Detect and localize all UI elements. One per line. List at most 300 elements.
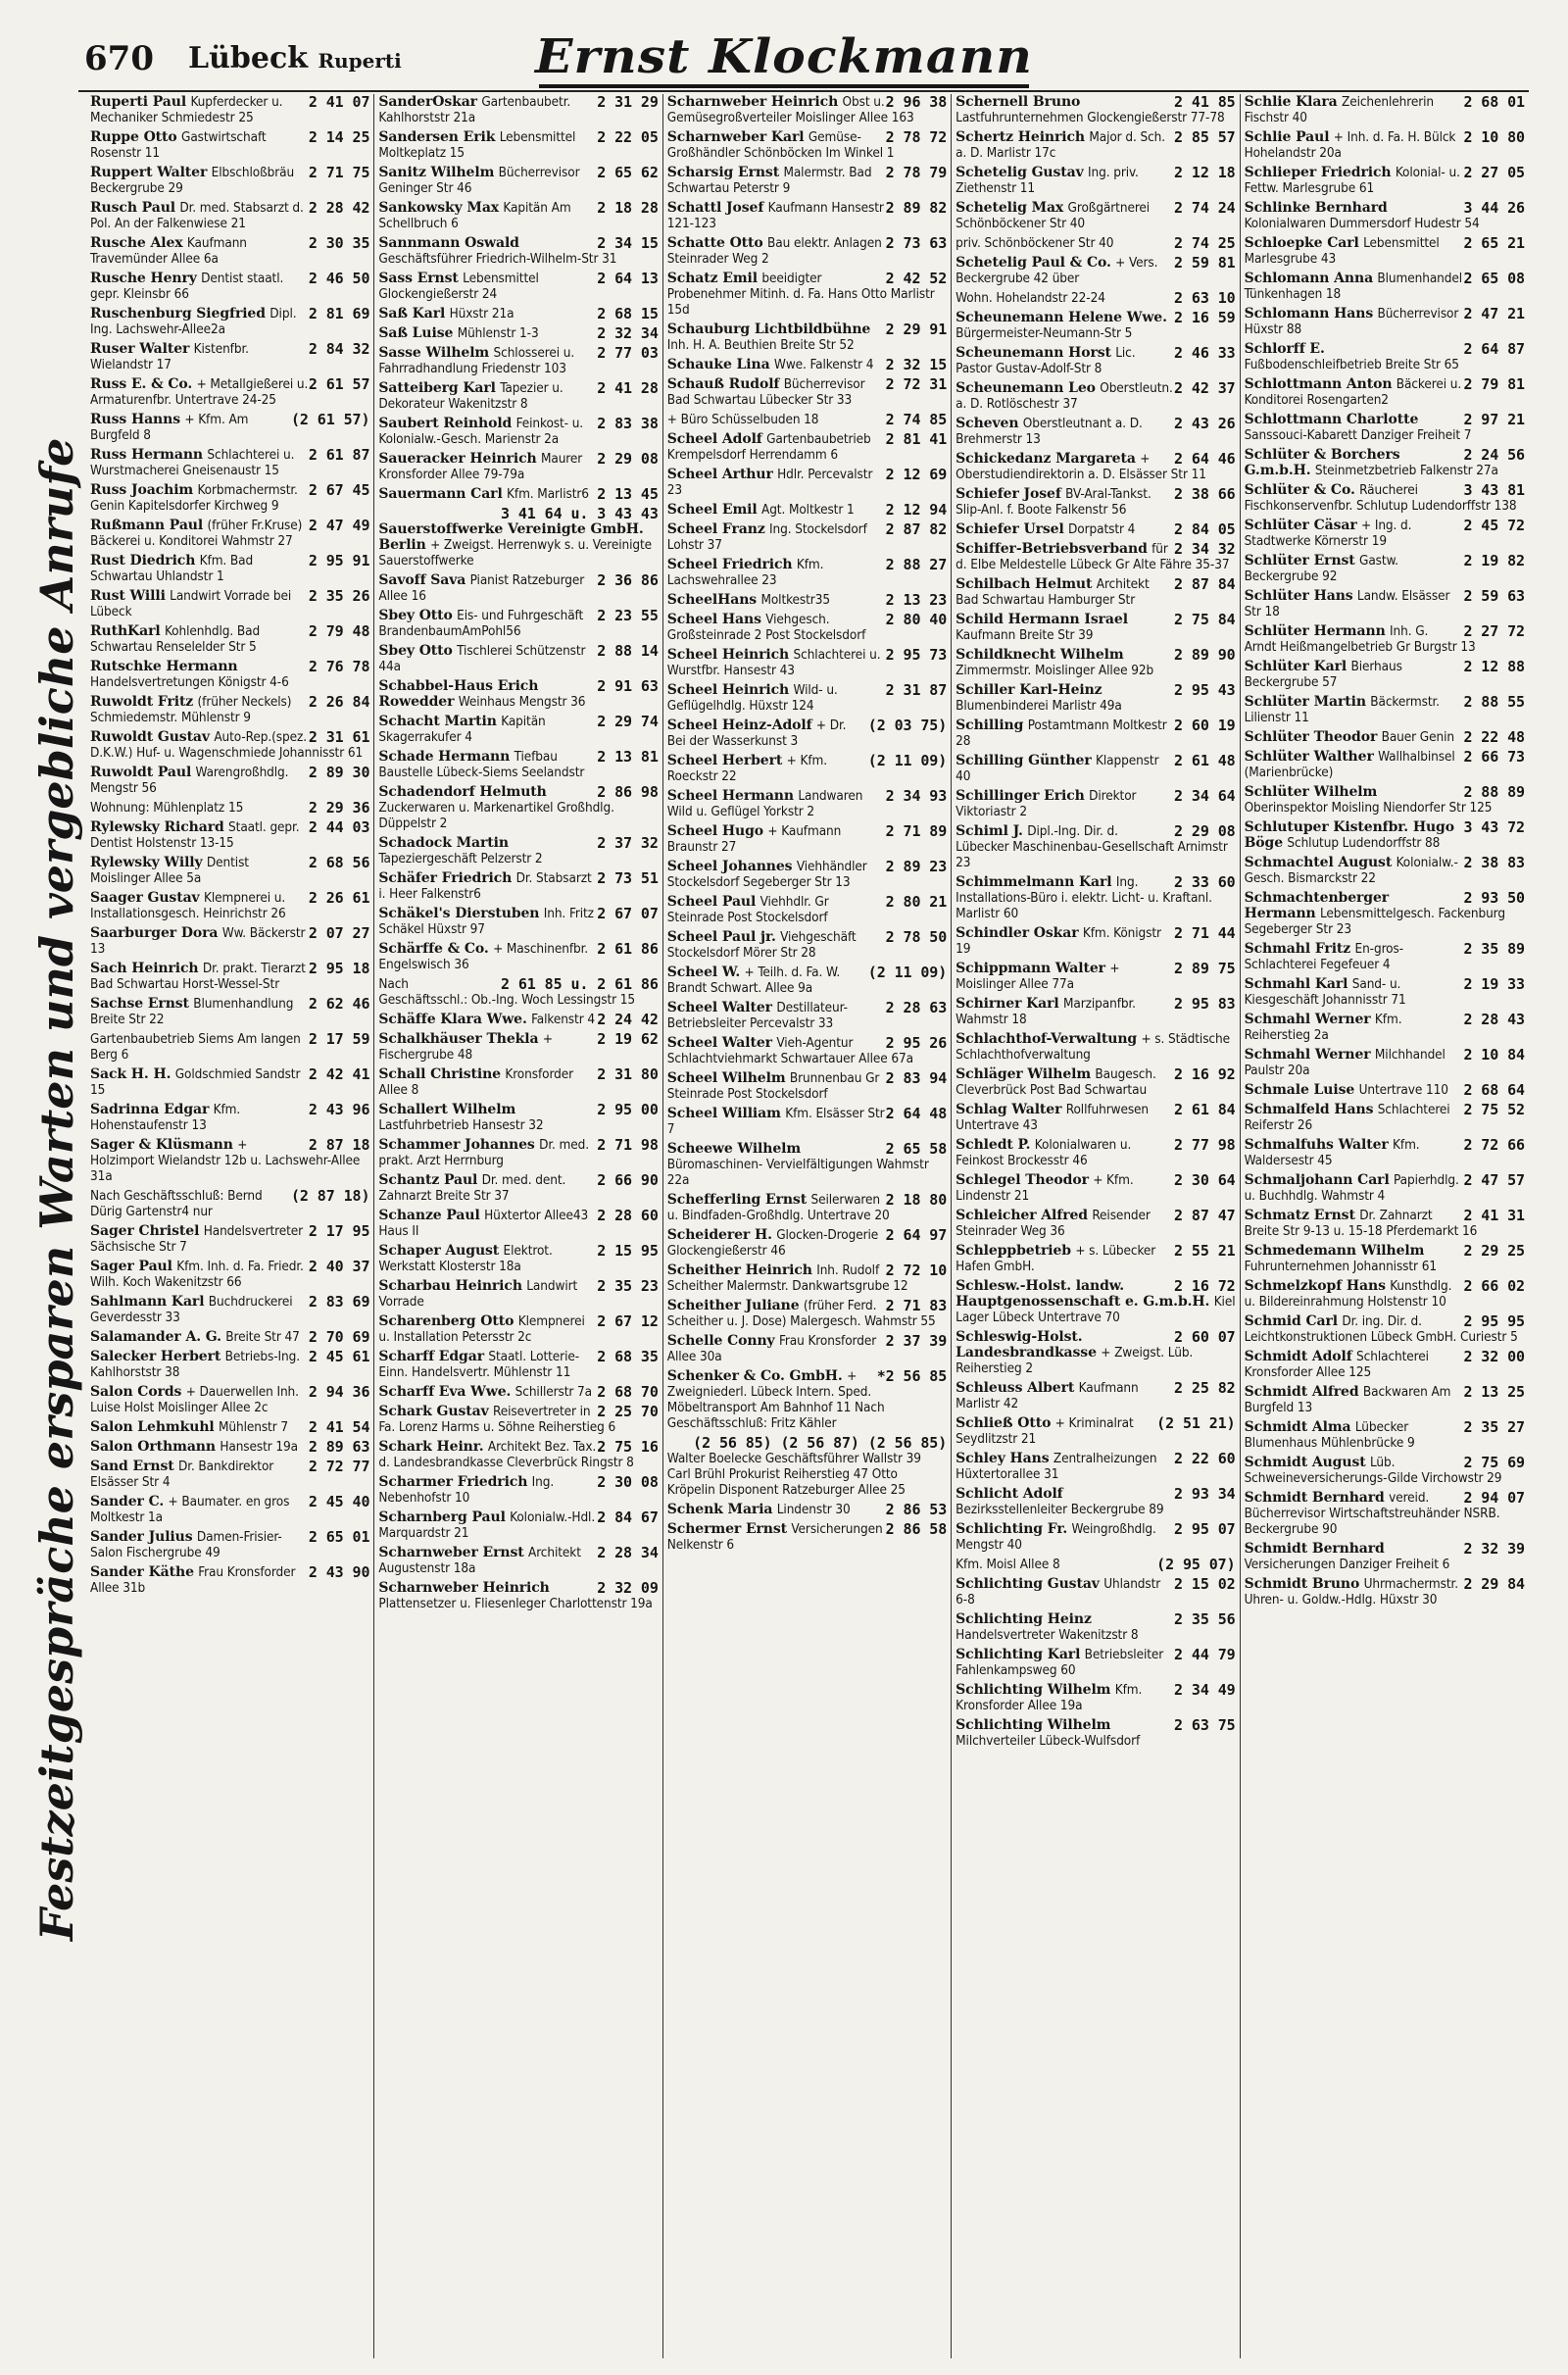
- phone-number: 2 87 84: [1174, 575, 1236, 593]
- phone-number: 3 43 72: [1463, 818, 1525, 836]
- entry-name: Schläger Wilhelm: [956, 1066, 1092, 1082]
- entry-name: Schindler Oskar: [956, 925, 1079, 941]
- entry-name: Schadock Martin: [378, 835, 509, 851]
- entry-name: Schenker & Co. GmbH.: [666, 1368, 843, 1384]
- directory-entry: [90, 200, 369, 231]
- entry-name: Saß Luise: [378, 325, 454, 341]
- directory-entry: [378, 976, 658, 1008]
- entry-name: Schäkel's Dierstuben: [378, 906, 540, 921]
- directory-entry: [667, 1192, 947, 1223]
- entry-name: Ruser Walter: [90, 341, 190, 357]
- directory-entry: [956, 1647, 1235, 1678]
- entry-description: Kistenfbr. Wielandstr 17: [90, 341, 249, 372]
- entry-name: Salon Cords: [90, 1384, 182, 1400]
- entry-description: Kaufmann Breite Str 39: [956, 627, 1094, 643]
- directory-entry: [1245, 890, 1525, 937]
- entry-name: Scheel Heinrich: [666, 647, 790, 663]
- entry-description: Vieh-Agentur Schlachtviehmarkt Schwartauer Allee 67a: [666, 1035, 914, 1066]
- entry-name: Sager & Klüsmann: [90, 1137, 233, 1153]
- entry-description: Kiel Lager Lübeck Untertrave 70: [956, 1294, 1236, 1325]
- entry-description: Schlachterei u. Wurstmacherei Gneisenaustr 15: [90, 447, 295, 478]
- phone-number: 2 87 18: [308, 1136, 370, 1154]
- directory-entry: [378, 714, 658, 745]
- directory-entry: [1245, 623, 1525, 655]
- directory-entry: [1245, 1455, 1525, 1486]
- directory-entry: [667, 965, 947, 996]
- phone-number: 2 19 82: [1463, 552, 1525, 569]
- directory-entry: [378, 1580, 658, 1611]
- entry-description: Lebensmittel Glockengießerstr 24: [378, 271, 539, 302]
- entry-description: Mühlenstr 1-3: [457, 325, 539, 341]
- directory-entry: [90, 1259, 369, 1290]
- entry-name: Rusche Alex: [90, 235, 183, 251]
- entry-description: Betriebs-Ing. Kahlhorststr 38: [90, 1349, 300, 1380]
- entry-name: Schmelzkopf Hans: [1244, 1278, 1386, 1294]
- phone-number: 2 68 35: [597, 1348, 659, 1365]
- directory-entry: [90, 1294, 369, 1325]
- entry-description: Kfm. Reiherstieg 2a: [1244, 1012, 1402, 1043]
- phone-number: 2 77 03: [597, 344, 659, 362]
- entry-description: Architekt Bez. Tax. d. Landesbrandkasse Cleverbrück Ringstr 8: [378, 1439, 634, 1470]
- phone-number: 2 64 48: [885, 1105, 948, 1122]
- entry-name: Sandersen Erik: [378, 129, 496, 145]
- directory-entry: [667, 894, 947, 925]
- entry-name: Schauke Lina: [666, 357, 770, 372]
- directory-entry: [378, 306, 658, 322]
- phone-number: 2 95 91: [308, 552, 370, 569]
- entry-description: Handelsvertreter Wakenitzstr 8: [956, 1627, 1139, 1643]
- directory-column: [663, 94, 952, 2358]
- entry-name: Schild Hermann Israel: [956, 612, 1128, 627]
- range-label: Ruperti: [318, 49, 402, 73]
- entry-name: Sanitz Wilhelm: [378, 165, 495, 180]
- phone-number: 2 17 59: [308, 1030, 370, 1048]
- entry-description: Viehgeschäft Stockelsdorf Mörer Str 28: [666, 929, 857, 961]
- entry-description: Major d. Sch. a. D. Marlistr 17c: [956, 129, 1166, 161]
- directory-entry: [1245, 588, 1525, 619]
- entry-name: Schmahl Fritz: [1244, 941, 1351, 957]
- entry-description: Dr. Stabsarzt i. Heer Falkenstr6: [378, 870, 592, 902]
- phone-number: 2 59 81: [1174, 254, 1236, 272]
- phone-number: 2 67 45: [308, 481, 370, 499]
- phone-number: 2 07 27: [308, 924, 370, 942]
- entry-description: Lüb. Schweineversicherungs-Gilde Virchowstr 29: [1244, 1455, 1502, 1486]
- directory-entry: [378, 1066, 658, 1098]
- directory-entry: [90, 447, 369, 478]
- phone-number: 2 26 61: [308, 889, 370, 907]
- entry-description: Baugesch. Cleverbrück Post Bad Schwartau: [956, 1066, 1156, 1098]
- phone-number: 2 71 83: [885, 1297, 948, 1314]
- entry-name: Schlüter Theodor: [1244, 729, 1378, 745]
- directory-entry: [90, 1137, 369, 1184]
- phone-number: 2 71 98: [597, 1136, 659, 1154]
- directory-entry: [667, 502, 947, 518]
- entry-name: Schmachtel August: [1244, 855, 1393, 870]
- phone-number: 2 60 19: [1174, 717, 1236, 734]
- entry-description: Tapezier u. Dekorateur Wakenitzstr 8: [378, 380, 564, 412]
- entry-description: Wallhalbinsel (Marienbrücke): [1244, 749, 1455, 780]
- phone-number: 2 46 50: [308, 270, 370, 287]
- directory-entry: [90, 165, 369, 196]
- entry-description: Dorpatstr 4: [1068, 521, 1136, 537]
- phone-number: 2 22 60: [1174, 1450, 1236, 1467]
- entry-name: Scharnweber Ernst: [378, 1545, 524, 1560]
- phone-number: 2 79 81: [1463, 375, 1525, 393]
- phone-number: 2 44 79: [1174, 1646, 1236, 1663]
- entry-name: Ruperti Paul: [90, 94, 187, 110]
- entry-description: + Maschinenfbr. Engelswisch 36: [378, 941, 589, 972]
- entry-description: Inh. H. A. Beuthien Breite Str 52: [666, 337, 855, 353]
- directory-entry: [1245, 1349, 1525, 1380]
- entry-description: Auto-Rep.(spez. D.K.W.) Huf- u. Wagenschmiede Johannisstr 61: [90, 729, 364, 761]
- directory-entry: [1245, 1047, 1525, 1078]
- directory-entry: [667, 412, 947, 427]
- phone-number: 2 43 96: [308, 1101, 370, 1118]
- directory-entry: [378, 451, 658, 482]
- entry-name: Schilling Günther: [956, 753, 1092, 768]
- phone-number: 2 89 82: [885, 199, 948, 217]
- directory-entry: [956, 521, 1235, 537]
- entry-name: Scheel Friedrich: [666, 557, 793, 572]
- directory-entry: [956, 1380, 1235, 1411]
- phone-number: 2 93 50: [1463, 889, 1525, 907]
- directory-entry: [667, 431, 947, 463]
- phone-number: 2 41 85: [1174, 94, 1236, 111]
- entry-description: + Zweigniederl. Lübeck Intern. Sped. Möbeltransport Am Bahnhof 11 Nach Geschäftsschluß: Fritz Kähler: [666, 1368, 885, 1431]
- directory-entry: [90, 1031, 369, 1063]
- phone-number: 2 63 10: [1174, 289, 1236, 307]
- entry-name: Schauß Rudolf: [666, 376, 780, 392]
- phone-number: 2 89 30: [308, 764, 370, 781]
- directory-entry: [1245, 482, 1525, 514]
- phone-number: 2 22 05: [597, 128, 659, 146]
- entry-description: Architekt Augustenstr 18a: [378, 1545, 581, 1576]
- entry-name: Schmalfuhs Walter: [1244, 1137, 1389, 1153]
- directory-entry: [378, 345, 658, 376]
- phone-number: 2 35 23: [597, 1277, 659, 1295]
- entry-description: Ing. Stockelsdorf Lohstr 37: [666, 521, 867, 553]
- entry-description: Inh. Fritz Schäkel Hüxstr 97: [378, 906, 594, 937]
- entry-name: Schley Hans: [956, 1451, 1050, 1466]
- entry-name: Schanze Paul: [378, 1208, 480, 1223]
- directory-entry: [956, 1576, 1235, 1608]
- entry-name: Schäfer Friedrich: [378, 870, 513, 886]
- phone-number: 2 46 33: [1174, 344, 1236, 362]
- entry-description: Agt. Moltkestr 1: [760, 502, 855, 518]
- entry-description: Tischlerei Schützenstr 44a: [378, 643, 586, 674]
- entry-name: Schlutuper Kistenfbr. Hugo Böge: [1244, 819, 1454, 851]
- phone-number: 2 81 69: [308, 305, 370, 322]
- entry-description: Büromaschinen- Vervielfältigungen Wahmstr 22a: [666, 1157, 929, 1188]
- entry-name: Ruschenburg Siegfried: [90, 306, 266, 322]
- entry-description: Landwaren Wild u. Geflügel Yorkstr 2: [666, 788, 863, 819]
- phone-number: 2 28 63: [885, 999, 948, 1016]
- directory-entry: [956, 1243, 1235, 1274]
- entry-description: + Zweigst. Herrenwyk s. u. Vereinigte Sauerstoffwerke: [378, 537, 653, 569]
- entry-name: Schimmelmann Karl: [956, 874, 1112, 890]
- phone-number: 2 78 72: [885, 128, 948, 146]
- phone-number: 2 83 38: [597, 415, 659, 432]
- entry-name: Schleuss Albert: [956, 1380, 1075, 1396]
- phone-number: 2 88 27: [885, 556, 948, 573]
- phone-number: 2 72 10: [885, 1262, 948, 1279]
- phone-number: 2 28 43: [1463, 1011, 1525, 1028]
- page-header: [78, 29, 1529, 92]
- entry-description: Uhlandstr 6-8: [956, 1576, 1161, 1608]
- entry-name: Schmidt August: [1244, 1455, 1366, 1470]
- directory-entry: [667, 647, 947, 678]
- entry-name: Schlomann Hans: [1244, 306, 1374, 322]
- entry-name: Schirner Karl: [956, 996, 1059, 1012]
- entry-description: Gartenbaubetr. Kahlhorststr 21a: [378, 94, 571, 125]
- entry-description: + Zweigst. Lüb. Reiherstieg 2: [956, 1345, 1194, 1376]
- directory-entry: [1245, 129, 1525, 161]
- directory-entry: [1245, 976, 1525, 1008]
- phone-number: 2 29 25: [1463, 1242, 1525, 1260]
- entry-description: Kfm. Königstr 19: [956, 925, 1161, 957]
- phone-number: 2 95 95: [1463, 1312, 1525, 1330]
- phone-number: 2 88 89: [1463, 783, 1525, 801]
- phone-number: 2 78 79: [885, 164, 948, 181]
- directory-entry: [378, 1012, 658, 1027]
- phone-number: 2 28 34: [597, 1544, 659, 1561]
- phone-number: 2 16 59: [1174, 309, 1236, 326]
- entry-name: Schattl Josef: [666, 200, 764, 216]
- entry-description: (früher Neckels) Schmiedemstr. Mühlenstr 9: [90, 694, 292, 725]
- entry-description: + Kriminalrat Seydlitzstr 21: [956, 1415, 1134, 1447]
- entry-description: + Metallgießerei u. Armaturenfbr. Untertrave 24-25: [90, 376, 309, 408]
- entry-description: + s. Lübecker Hafen GmbH.: [956, 1243, 1156, 1274]
- directory-entry: [378, 1349, 658, 1380]
- phone-number: 3 43 81: [1463, 481, 1525, 499]
- directory-entry: [378, 870, 658, 902]
- directory-entry: [378, 1313, 658, 1345]
- phone-number: 2 62 46: [308, 995, 370, 1013]
- directory-entry: [378, 678, 658, 710]
- phone-number: 2 74 85: [885, 411, 948, 428]
- directory-entry: [1245, 1172, 1525, 1204]
- entry-name: Schiffer-Betriebsverband: [956, 541, 1148, 557]
- directory-entry: [378, 380, 658, 412]
- phone-number: (2 51 21): [1156, 1414, 1236, 1432]
- phone-number: 2 71 89: [885, 822, 948, 840]
- phone-number: 2 29 08: [597, 450, 659, 468]
- directory-entry: [667, 612, 947, 643]
- phone-number: 2 81 41: [885, 430, 948, 448]
- entry-name: Schlichting Karl: [956, 1647, 1081, 1662]
- entry-description: Elbschloßbräu Beckergrube 29: [90, 165, 295, 196]
- directory-entry: [667, 1435, 947, 1498]
- directory-entry: [90, 235, 369, 267]
- entry-description: Elektrot. Werkstatt Klosterstr 18a: [378, 1243, 553, 1274]
- directory-entry: [667, 557, 947, 588]
- directory-entry: [378, 643, 658, 674]
- phone-number: 2 30 35: [308, 234, 370, 252]
- entry-name: Schlottmann Charlotte: [1244, 412, 1419, 427]
- entry-description: Kaufmann Hansestr 121-123: [666, 200, 884, 231]
- directory-entry: [378, 572, 658, 604]
- directory-entry: [378, 1137, 658, 1168]
- phone-number: 2 75 69: [1463, 1454, 1525, 1471]
- phone-number: 2 80 21: [885, 893, 948, 911]
- directory-entry: [667, 322, 947, 353]
- directory-entry: [378, 1404, 658, 1435]
- entry-description: vereid. Bücherrevisor Wirtschaftstreuhänder NSRB. Beckergrube 90: [1244, 1490, 1500, 1537]
- directory-entry: [956, 1717, 1235, 1749]
- phone-number: 2 19 33: [1463, 975, 1525, 993]
- entry-name: Scheewe Wilhelm: [666, 1141, 802, 1157]
- phone-number: 2 13 25: [1463, 1383, 1525, 1401]
- entry-description: + Kaufmann Braunstr 27: [666, 823, 842, 855]
- phone-number: 2 45 40: [308, 1493, 370, 1510]
- entry-description: Ing. priv. Ziethenstr 11: [956, 165, 1139, 196]
- entry-name: Schmaljohann Carl: [1244, 1172, 1390, 1188]
- entry-name: Scharnweber Karl: [666, 129, 805, 145]
- phone-number: 2 31 87: [885, 681, 948, 699]
- directory-entry: [956, 823, 1235, 870]
- entry-name: Schleswig-Holst. Landesbrandkasse: [956, 1329, 1097, 1361]
- entry-name: Scheel Arthur: [666, 467, 773, 482]
- entry-description: Seilerwaren u. Bindfaden-Großhdlg. Untertrave 20: [666, 1192, 890, 1223]
- phone-number: 2 41 54: [308, 1418, 370, 1436]
- entry-description: Dipl.-Ing. Dir. d. Lübecker Maschinenbau-Gesellschaft Arnimstr 23: [956, 823, 1228, 870]
- directory-entry: [1245, 694, 1525, 725]
- entry-description: Fußbodenschleifbetrieb Breite Str 65: [1244, 357, 1459, 372]
- entry-name: Schließ Otto: [956, 1415, 1052, 1431]
- directory-entry: [1245, 784, 1525, 816]
- phone-number: 2 65 62: [597, 164, 659, 181]
- entry-description: priv. Schönböckener Str 40: [956, 235, 1114, 251]
- directory-entry: [956, 925, 1235, 957]
- entry-name: Schatte Otto: [666, 235, 763, 251]
- phone-number: 2 34 93: [885, 787, 948, 805]
- directory-entry: [956, 94, 1235, 125]
- entry-description: Milchhandel Paulstr 20a: [1244, 1047, 1446, 1078]
- phone-number: 2 31 61: [308, 728, 370, 746]
- phone-number: 2 66 90: [597, 1171, 659, 1189]
- phone-number: (2 56 85) (2 56 87) (2 56 85): [693, 1434, 948, 1452]
- entry-name: Sass Ernst: [378, 271, 459, 286]
- entry-description: Destillateur- Betriebsleiter Percevalstr 33: [666, 1000, 848, 1031]
- phone-number: 2 67 12: [597, 1312, 659, 1330]
- phone-number: 2 15 95: [597, 1242, 659, 1260]
- entry-description: + Dauerwellen Inh. Luise Holst Moislinger Allee 2c: [90, 1384, 299, 1415]
- phone-number: 2 55 21: [1174, 1242, 1236, 1260]
- entry-description: Architekt Bad Schwartau Hamburger Str: [956, 576, 1150, 608]
- entry-name: Schmatz Ernst: [1244, 1208, 1355, 1223]
- entry-description: Rollfuhrwesen Untertrave 43: [956, 1102, 1150, 1133]
- entry-description: Viehhändler Stockelsdorf Segeberger Str 13: [666, 859, 867, 890]
- directory-entry: [90, 659, 369, 690]
- entry-name: Scharnberg Paul: [378, 1509, 506, 1525]
- entry-description: Bücherrevisor Hüxstr 88: [1244, 306, 1459, 337]
- phone-number: 2 97 21: [1463, 411, 1525, 428]
- phone-number: 3 41 64 u. 3 43 43: [501, 505, 659, 522]
- directory-entry: [378, 271, 658, 302]
- phone-number: 2 65 58: [885, 1140, 948, 1158]
- directory-entry: [378, 1509, 658, 1541]
- entry-name: Sager Paul: [90, 1259, 172, 1274]
- entry-description: Handelsvertreter Sächsische Str 7: [90, 1223, 304, 1255]
- directory-entry: [956, 290, 1235, 306]
- phone-number: 2 95 83: [1174, 995, 1236, 1013]
- entry-description: Bäckerei u. Konditorei Rosengarten2: [1244, 376, 1462, 408]
- entry-name: Schenk Maria: [666, 1502, 773, 1517]
- phone-number: 2 13 45: [597, 485, 659, 503]
- directory-entry: [378, 941, 658, 972]
- entry-name: Schäffe Klara Wwe.: [378, 1012, 527, 1027]
- directory-entry: [90, 518, 369, 549]
- directory-entry: [956, 717, 1235, 749]
- directory-entry: [667, 1227, 947, 1259]
- phone-number: 2 47 21: [1463, 305, 1525, 322]
- entry-name: Schacht Martin: [378, 714, 497, 729]
- entry-description: Dr. Bankdirektor Elsässer Str 4: [90, 1459, 274, 1490]
- entry-name: Schildknecht Wilhelm: [956, 647, 1124, 663]
- entry-name: Schlüter Hermann: [1244, 623, 1386, 639]
- publisher-logo: Ernst Klockmann: [534, 29, 1034, 84]
- entry-description: Hansestr 19a: [220, 1439, 299, 1455]
- entry-name: Schleppbetrieb: [956, 1243, 1071, 1259]
- directory-entry: [667, 467, 947, 498]
- phone-number: 2 32 09: [597, 1579, 659, 1597]
- page-number: 670: [84, 39, 154, 78]
- entry-name: Schadendorf Helmuth: [378, 784, 547, 800]
- phone-number: 2 84 32: [308, 340, 370, 358]
- phone-number: 2 86 58: [885, 1520, 948, 1538]
- entry-name: Salamander A. G.: [90, 1329, 221, 1345]
- phone-number: 2 64 87: [1463, 340, 1525, 358]
- directory-entry: [667, 753, 947, 784]
- directory-entry: [956, 753, 1235, 784]
- phone-number: 2 34 49: [1174, 1681, 1236, 1699]
- entry-name: Schlichting Heinz: [956, 1611, 1092, 1627]
- phone-number: 2 34 32: [1174, 540, 1236, 558]
- entry-name: Scheel Hugo: [666, 823, 764, 839]
- entry-name: Russ Joachim: [90, 482, 194, 498]
- directory-entry: [667, 129, 947, 161]
- phone-number: 2 95 00: [597, 1101, 659, 1118]
- directory-entry: [90, 482, 369, 514]
- directory-entry: [90, 271, 369, 302]
- entry-description: Klappenstr 40: [956, 753, 1159, 784]
- phone-number: 2 41 07: [308, 94, 370, 111]
- entry-name: Schetelig Max: [956, 200, 1064, 216]
- entry-name: Scheither Juliane: [666, 1298, 800, 1313]
- phone-number: 2 13 81: [597, 748, 659, 766]
- logo-underline: [539, 84, 1029, 88]
- entry-description: Kolonial- u. Fettw. Marlesgrube 61: [1244, 165, 1460, 196]
- directory-entry: [956, 1329, 1235, 1376]
- entry-description: Backwaren Am Burgfeld 13: [1244, 1384, 1451, 1415]
- phone-number: 2 66 02: [1463, 1277, 1525, 1295]
- phone-number: 2 65 01: [308, 1528, 370, 1546]
- entry-description: Hdlr. Percevalstr 23: [666, 467, 873, 498]
- directory-entry: [956, 345, 1235, 376]
- directory-entry: [378, 1208, 658, 1239]
- entry-name: Schabbel-Haus Erich Rowedder: [378, 678, 539, 710]
- entry-description: Nach Geschäftsschl.: Ob.-Ing. Woch Lessingstr 15: [378, 976, 636, 1008]
- phone-number: 2 18 80: [885, 1191, 948, 1209]
- entry-name: Scheel Adolf: [666, 431, 762, 447]
- entry-name: Schlichting Gustav: [956, 1576, 1100, 1592]
- entry-description: Direktor Viktoriastr 2: [956, 788, 1137, 819]
- directory-entry: [1245, 200, 1525, 231]
- phone-number: 2 42 52: [885, 270, 948, 287]
- entry-description: Geschäftsführer Friedrich-Wilhelm-Str 31: [378, 251, 617, 267]
- phone-number: 2 13 23: [885, 591, 948, 609]
- phone-number: 2 45 61: [308, 1348, 370, 1365]
